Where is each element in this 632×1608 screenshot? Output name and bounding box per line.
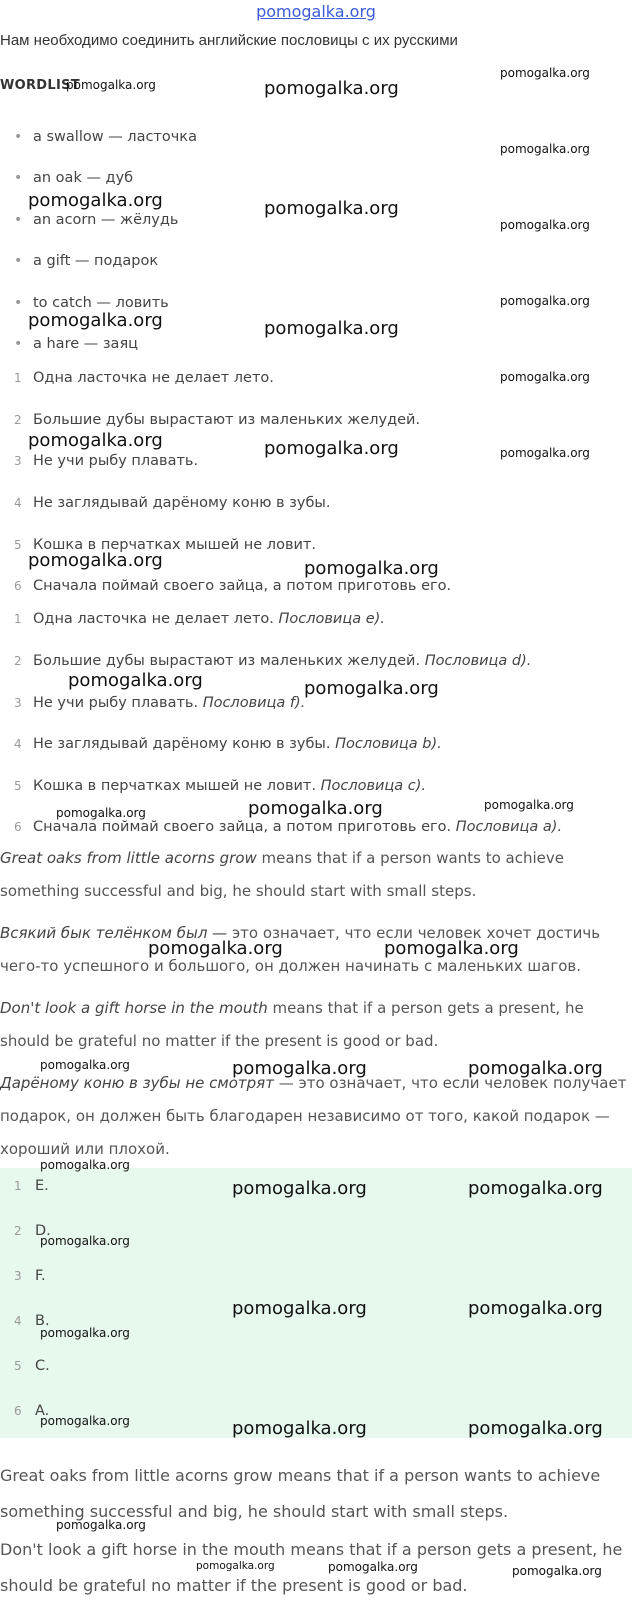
watermark: pomogalka.org [66,78,156,92]
proverb-item: 1 Одна ласточка не делает лето. [14,370,274,386]
watermark: pomogalka.org [232,1178,367,1199]
watermark: pomogalka.org [232,1418,367,1439]
proverb-item: 6 Сначала поймай своего зайца, а потом приготовь его. [14,578,452,594]
bullet-icon: • [14,295,23,311]
site-logo[interactable]: pomogalka.org [256,2,376,21]
watermark: pomogalka.org [500,294,590,308]
watermark: pomogalka.org [56,806,146,820]
wordlist-item: • an acorn — жёлудь [0,208,632,232]
watermark: pomogalka.org [40,1058,130,1072]
proverb-item: 3 Не учи рыбу плавать. [14,453,199,469]
bullet-icon: • [14,212,23,228]
watermark: pomogalka.org [232,1298,367,1319]
watermark: pomogalka.org [500,446,590,460]
matched-proverb-item: 6 Сначала поймай своего зайца, а потом приготовь его. Пословица a). [14,819,563,835]
proverb-item: 2 Большие дубы вырастают из маленьких желудей. [14,412,421,428]
watermark: pomogalka.org [40,1158,130,1172]
explanation-paragraph: Great oaks from little acorns grow means that if a person wants to achieve something successful and big, he should start with small steps. [0,849,564,900]
watermark: pomogalka.org [468,1178,603,1199]
watermark: pomogalka.org [264,318,399,339]
watermark: pomogalka.org [264,198,399,219]
answer-item: 4 B. [14,1313,50,1329]
final-paragraph: Don't look a gift horse in the mouth means that if a person gets a present, he should be grateful no matter if the present is good or bad. [0,1540,623,1595]
watermark: pomogalka.org [468,1058,603,1079]
watermark: pomogalka.org [468,1418,603,1439]
watermark: pomogalka.org [40,1326,130,1340]
watermark: pomogalka.org [28,310,163,331]
watermark: pomogalka.org [148,938,283,959]
watermark: pomogalka.org [500,370,590,384]
wordlist-item: • to catch — ловить [0,291,632,315]
explanation-paragraph: Всякий бык телёнком был — это означает, что если человек хочет достичь чего-то успешного и большого, он должен начинать с маленьких шагов. [0,924,601,975]
explanation-paragraph: Don't look a gift horse in the mouth means that if a person gets a present, he should be grateful no matter if the present is good or bad. [0,999,584,1050]
answer-box [0,1168,632,1438]
matched-proverb-item: 3 Не учи рыбу плавать. Пословица f). [14,695,306,711]
wordlist-item: • a gift — подарок [0,249,632,273]
wordlist-item: • a hare — заяц [0,332,632,356]
intro-text: Нам необходимо соединить английские пословицы с их русскими [0,32,458,49]
matched-proverb-item: 1 Одна ласточка не делает лето. Пословица e). [14,611,385,627]
proverb-item: 4 Не заглядывай дарёному коню в зубы. [14,495,331,511]
watermark: pomogalka.org [248,798,383,819]
watermark: pomogalka.org [304,678,439,699]
watermark: pomogalka.org [232,1058,367,1079]
answer-item: 1 E. [14,1178,49,1194]
matched-proverb-item: 4 Не заглядывай дарёному коню в зубы. Пословица b). [14,736,442,752]
watermark: pomogalka.org [196,1560,275,1572]
bullet-icon: • [14,253,23,269]
wordlist-item: • a swallow — ласточка [0,125,632,149]
watermark: pomogalka.org [512,1564,602,1578]
bullet-icon: • [14,170,23,186]
watermark: pomogalka.org [500,142,590,156]
watermark: pomogalka.org [28,550,163,571]
proverb-item: 5 Кошка в перчатках мышей не ловит. [14,537,316,553]
bullet-icon: • [14,129,23,145]
final-paragraph: Great oaks from little acorns grow means that if a person wants to achieve something successful and big, he should start with small steps. [0,1466,601,1521]
watermark: pomogalka.org [304,558,439,579]
watermark: pomogalka.org [468,1298,603,1319]
watermark: pomogalka.org [264,438,399,459]
watermark: pomogalka.org [484,798,574,812]
watermark: pomogalka.org [28,190,163,211]
watermark: pomogalka.org [68,670,203,691]
bullet-icon: • [14,336,23,352]
watermark: pomogalka.org [40,1414,130,1428]
answer-item: 2 D. [14,1223,51,1239]
watermark: pomogalka.org [56,1518,146,1532]
watermark: pomogalka.org [264,78,399,99]
watermark: pomogalka.org [40,1234,130,1248]
watermark: pomogalka.org [500,218,590,232]
watermark: pomogalka.org [500,66,590,80]
explanation-paragraph: Дарёному коню в зубы не смотрят — это означает, что если человек получает подарок, он должен быть благодарен независимо от того, какой подарок — хороший или плохой. [0,1074,627,1158]
answer-item: 5 C. [14,1358,50,1374]
wordlist-item: • an oak — дуб [0,166,632,190]
answer-item: 6 A. [14,1403,50,1419]
watermark: pomogalka.org [328,1560,418,1574]
watermark: pomogalka.org [28,430,163,451]
watermark: pomogalka.org [384,938,519,959]
matched-proverb-item: 2 Большие дубы вырастают из маленьких желудей. Пословица d). [14,653,532,669]
matched-proverb-item: 5 Кошка в перчатках мышей не ловит. Пословица c). [14,778,427,794]
answer-item: 3 F. [14,1268,46,1284]
wordlist-title: WORDLIST [0,78,80,93]
